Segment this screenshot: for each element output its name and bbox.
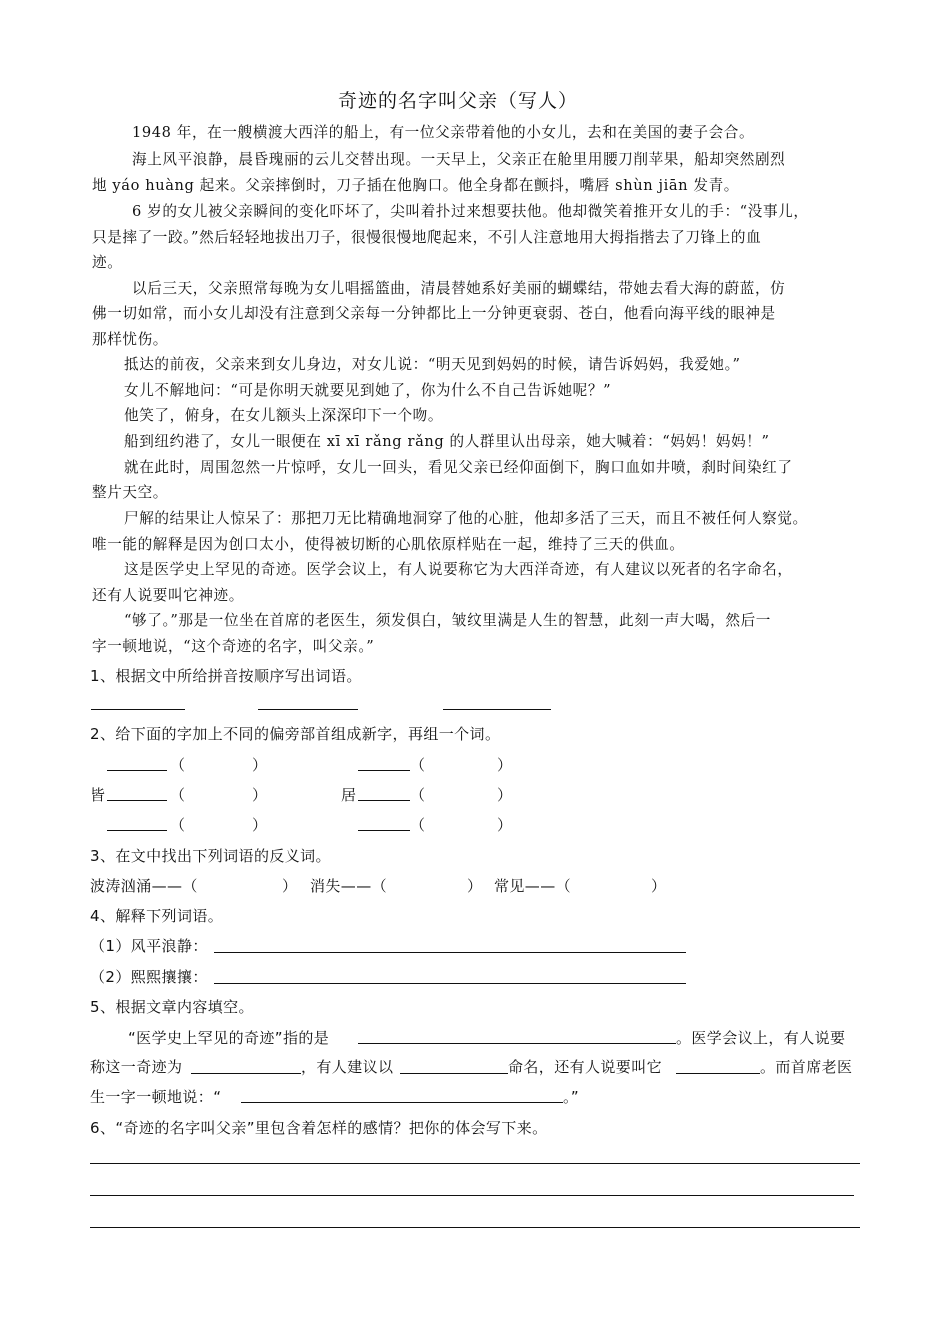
writing-line[interactable]: [90, 1227, 860, 1228]
paren-close: ）: [467, 877, 483, 895]
paren-open: （: [170, 756, 186, 774]
answer-blank[interactable]: [258, 709, 358, 710]
passage-line: 整片天空。: [92, 484, 168, 501]
passage-line: 海上风平浪静，晨昏瑰丽的云儿交替出现。一天早上，父亲正在舱里用腰刀削苹果，船却突然剧烈: [132, 151, 786, 168]
fill-text: 。”: [563, 1088, 580, 1106]
answer-blank[interactable]: [91, 709, 185, 710]
answer-blank[interactable]: [107, 830, 167, 831]
answer-blank[interactable]: [358, 800, 410, 801]
fill-text: ，有人建议以: [301, 1058, 394, 1076]
passage-line: 那样忧伤。: [92, 331, 168, 348]
passage-line: 字一顿地说，“这个奇迹的名字，叫父亲。”: [92, 638, 375, 655]
root-character: 居: [341, 786, 357, 804]
answer-blank[interactable]: [214, 983, 686, 984]
answer-blank[interactable]: [241, 1102, 563, 1103]
passage-line: 女儿不解地问：“可是你明天就要见到她了，你为什么不自己告诉她呢？”: [124, 382, 612, 399]
fill-text: “医学史上罕见的奇迹”指的是: [128, 1029, 330, 1047]
passage-line: 抵达的前夜，父亲来到女儿身边，对女儿说：“明天见到妈妈的时候，请告诉妈妈，我爱她。”: [124, 356, 741, 373]
passage-line: 1948 年，在一艘横渡大西洋的船上，有一位父亲带着他的小女儿，去和在美国的妻子会合。: [132, 124, 755, 141]
question-6: 6、“奇迹的名字叫父亲”里包含着怎样的感情？把你的体会写下来。: [90, 1119, 548, 1137]
fill-text: 生一字一顿地说：“: [90, 1088, 222, 1106]
fill-text: 。而首席老医: [760, 1058, 853, 1076]
page-title: 奇迹的名字叫父亲（写人）: [338, 90, 579, 112]
answer-blank[interactable]: [191, 1073, 301, 1074]
question-4: 4、解释下列词语。: [90, 907, 224, 925]
passage-line: 6 岁的女儿被父亲瞬间的变化吓坏了，尖叫着扑过来想要扶他。他却微笑着推开女儿的手：“没事儿，: [132, 203, 809, 220]
answer-blank[interactable]: [400, 1073, 508, 1074]
passage-line: 地 yáo huàng 起来。父亲摔倒时，刀子插在他胸口。他全身都在颤抖，嘴唇 shùn jiān 发青。: [92, 177, 739, 194]
antonym-prompt: 常见——（: [494, 877, 572, 895]
answer-blank[interactable]: [443, 709, 551, 710]
paren-close: ）: [282, 877, 298, 895]
paren-close: ）: [651, 877, 667, 895]
paren-close: ）: [252, 786, 268, 804]
answer-blank[interactable]: [358, 770, 410, 771]
antonym-prompt: 波涛汹涌——（: [90, 877, 198, 895]
passage-line: 只是摔了一跤。”然后轻轻地拔出刀子，很慢很慢地爬起来，不引人注意地用大拇指揩去了刀锋上的血: [92, 229, 762, 246]
passage-line: “够了。”那是一位坐在首席的老医生，须发俱白，皱纹里满是人生的智慧，此刻一声大喝，然后一: [124, 612, 771, 629]
passage-line: 迹。: [92, 254, 123, 271]
paren-open: （: [170, 816, 186, 834]
root-character: 皆: [90, 786, 106, 804]
paren-close: ）: [497, 756, 513, 774]
question-5: 5、根据文章内容填空。: [90, 998, 254, 1016]
paren-open: （: [410, 786, 426, 804]
passage-line: 这是医学史上罕见的奇迹。医学会议上，有人说要称它为大西洋奇迹，有人建议以死者的名字命名，: [124, 561, 793, 578]
paren-open: （: [410, 816, 426, 834]
writing-line[interactable]: [90, 1163, 860, 1164]
passage-line: 他笑了，俯身，在女儿额头上深深印下一个吻。: [124, 407, 444, 424]
paren-close: ）: [497, 816, 513, 834]
passage-line: 还有人说要叫它神迹。: [92, 587, 244, 604]
passage-line: 唯一能的解释是因为创口太小，使得被切断的心肌依原样贴在一起，维持了三天的供血。: [92, 536, 685, 553]
question-2: 2、给下面的字加上不同的偏旁部首组成新字，再组一个词。: [90, 725, 501, 743]
paren-close: ）: [252, 756, 268, 774]
paren-open: （: [170, 786, 186, 804]
passage-line: 就在此时，周围忽然一片惊呼，女儿一回头，看见父亲已经仰面倒下，胸口血如井喷，刹时间染红了: [124, 459, 793, 476]
paren-close: ）: [497, 786, 513, 804]
answer-blank[interactable]: [107, 770, 167, 771]
passage-line: 以后三天，父亲照常每晚为女儿唱摇篮曲，清晨替她系好美丽的蝴蝶结，带她去看大海的蔚蓝，仿: [132, 280, 786, 297]
answer-blank[interactable]: [358, 830, 410, 831]
passage-line: 佛一切如常，而小女儿却没有注意到父亲每一分钟都比上一分钟更衰弱、苍白，他看向海平线的眼神是: [92, 305, 776, 322]
passage-line: 船到纽约港了，女儿一眼便在 xī xī rǎng rǎng 的人群里认出母亲，她大喊着：“妈妈！妈妈！”: [124, 433, 770, 450]
paren-close: ）: [252, 816, 268, 834]
fill-text: 称这一奇迹为: [90, 1058, 183, 1076]
answer-blank[interactable]: [214, 952, 686, 953]
fill-text: 。医学会议上，有人说要: [676, 1029, 846, 1047]
antonym-prompt: 消失——（: [310, 877, 388, 895]
answer-blank[interactable]: [107, 800, 167, 801]
question-1: 1、根据文中所给拼音按顺序写出词语。: [90, 667, 362, 685]
term-label: （2）熙熙攘攘：: [90, 968, 208, 986]
term-label: （1）风平浪静：: [90, 937, 208, 955]
answer-blank[interactable]: [676, 1073, 760, 1074]
question-3: 3、在文中找出下列词语的反义词。: [90, 847, 331, 865]
fill-text: 命名，还有人说要叫它: [508, 1058, 663, 1076]
passage-line: 尸解的结果让人惊呆了：那把刀无比精确地洞穿了他的心脏，他却多活了三天，而且不被任何人察觉。: [124, 510, 808, 527]
answer-blank[interactable]: [358, 1043, 676, 1044]
paren-open: （: [410, 756, 426, 774]
writing-line[interactable]: [90, 1195, 854, 1196]
